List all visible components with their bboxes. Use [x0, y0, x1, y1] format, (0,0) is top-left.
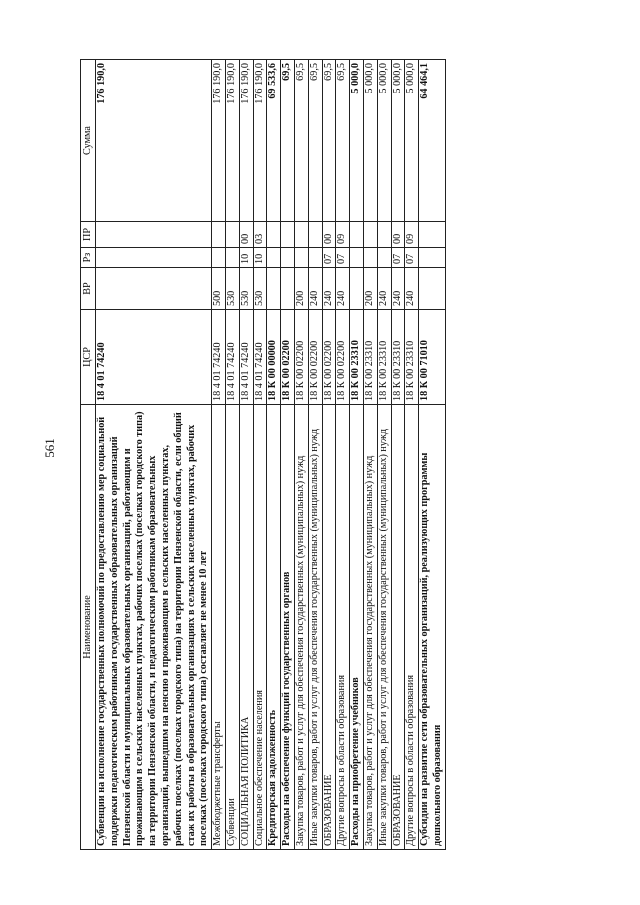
cell-sum: 5 000,0	[363, 60, 377, 222]
cell-csr: 18 К 00 23310	[350, 310, 364, 405]
header-sum: Сумма	[81, 60, 96, 222]
cell-csr: 18 К 00 02200	[308, 310, 322, 405]
budget-table	[80, 59, 446, 850]
cell-sum: 69,5	[308, 60, 322, 222]
cell-rz	[225, 248, 239, 268]
cell-pr	[281, 222, 295, 248]
table-row	[377, 60, 391, 850]
cell-csr: 18 4 01 74240	[225, 310, 239, 405]
cell-vr: 530	[253, 268, 267, 310]
cell-vr: 240	[308, 268, 322, 310]
table-body	[96, 60, 446, 850]
cell-sum: 69,5	[322, 60, 336, 222]
cell-csr: 18 4 01 74240	[239, 310, 253, 405]
cell-name: ОБРАЗОВАНИЕ	[391, 405, 405, 850]
cell-rz: 07	[391, 248, 405, 268]
cell-rz	[308, 248, 322, 268]
cell-rz	[419, 248, 446, 268]
cell-vr: 240	[377, 268, 391, 310]
cell-pr: 00	[239, 222, 253, 248]
cell-vr: 240	[405, 268, 419, 310]
cell-sum: 5 000,0	[377, 60, 391, 222]
cell-vr: 500	[212, 268, 226, 310]
cell-vr: 530	[225, 268, 239, 310]
cell-pr: 09	[336, 222, 350, 248]
page-number: 561	[41, 438, 57, 458]
header-rz: Рз	[81, 248, 96, 268]
cell-csr: 18 К 00 23310	[377, 310, 391, 405]
cell-name: Другие вопросы в области образования	[405, 405, 419, 850]
cell-sum: 5 000,0	[391, 60, 405, 222]
header-csr: ЦСР	[81, 310, 96, 405]
cell-pr	[377, 222, 391, 248]
cell-rz	[377, 248, 391, 268]
cell-sum: 176 190,0	[225, 60, 239, 222]
table-row	[308, 60, 322, 850]
cell-csr: 18 4 01 74240	[96, 310, 212, 405]
cell-csr: 18 4 01 74240	[212, 310, 226, 405]
cell-sum: 5 000,0	[405, 60, 419, 222]
cell-name: Иные закупки товаров, работ и услуг для обеспечения государственных (муниципальных) нужд	[377, 405, 391, 850]
cell-pr: 00	[391, 222, 405, 248]
cell-pr	[225, 222, 239, 248]
cell-sum: 176 190,0	[212, 60, 226, 222]
cell-vr: 240	[336, 268, 350, 310]
cell-rz	[294, 248, 308, 268]
cell-rz: 10	[239, 248, 253, 268]
cell-name: Расходы на приобретение учебников	[350, 405, 364, 850]
table-row	[281, 60, 295, 850]
cell-pr: 03	[253, 222, 267, 248]
cell-name: Закупка товаров, работ и услуг для обеспечения государственных (муниципальных) нужд	[363, 405, 377, 850]
cell-rz: 07	[322, 248, 336, 268]
cell-vr	[267, 268, 281, 310]
cell-pr	[96, 222, 212, 248]
cell-name: Кредиторская задолженность	[267, 405, 281, 850]
cell-name: Закупка товаров, работ и услуг для обеспечения государственных (муниципальных) нужд	[294, 405, 308, 850]
cell-name: Межбюджетные трансферты	[212, 405, 226, 850]
cell-csr: 18 К 00 23310	[363, 310, 377, 405]
table-row	[391, 60, 405, 850]
rotated-table-container	[80, 60, 615, 850]
cell-csr: 18 4 01 74240	[253, 310, 267, 405]
table-row	[350, 60, 364, 850]
cell-name: Субвенции	[225, 405, 239, 850]
cell-rz: 07	[405, 248, 419, 268]
table-row	[225, 60, 239, 850]
cell-pr	[350, 222, 364, 248]
cell-name: СОЦИАЛЬНАЯ ПОЛИТИКА	[239, 405, 253, 850]
header-pr: ПР	[81, 222, 96, 248]
cell-rz	[350, 248, 364, 268]
cell-sum: 64 464,1	[419, 60, 446, 222]
cell-name: Субсидии на развитие сети образовательных организаций, реализующих программы дошкольного образования	[419, 405, 446, 850]
cell-vr: 200	[294, 268, 308, 310]
cell-name: Социальное обеспечение населения	[253, 405, 267, 850]
cell-pr	[212, 222, 226, 248]
cell-vr	[96, 268, 212, 310]
table-row	[212, 60, 226, 850]
cell-csr: 18 К 00 23310	[405, 310, 419, 405]
table-row	[96, 60, 212, 850]
table-row	[294, 60, 308, 850]
cell-vr	[419, 268, 446, 310]
cell-rz	[267, 248, 281, 268]
cell-csr: 18 К 00 02200	[294, 310, 308, 405]
cell-pr	[363, 222, 377, 248]
cell-rz	[281, 248, 295, 268]
header-row	[81, 60, 96, 850]
header-name: Наименование	[81, 405, 96, 850]
cell-sum: 69,5	[281, 60, 295, 222]
cell-vr: 240	[322, 268, 336, 310]
cell-sum: 176 190,0	[96, 60, 212, 222]
cell-sum: 5 000,0	[350, 60, 364, 222]
cell-vr: 200	[363, 268, 377, 310]
cell-csr: 18 К 00 71010	[419, 310, 446, 405]
cell-sum: 176 190,0	[239, 60, 253, 222]
cell-vr	[350, 268, 364, 310]
cell-name: Иные закупки товаров, работ и услуг для обеспечения государственных (муниципальных) нужд	[308, 405, 322, 850]
cell-pr: 00	[322, 222, 336, 248]
cell-rz	[363, 248, 377, 268]
cell-name: Субвенции на исполнение государственных полномочий по предоставлению мер социальной поддержки педагогическим работникам государственных образовательных организаций Пензенской области и муниципальных образовательных организаций, работающим и проживающим в сельских населенных пунктах, рабочих поселках (поселках городского типа) на территории Пензенской области, и педагогическим работникам образовательных организаций, вышедшим на пенсию и проживающим в сельских населенных пунктах, рабочих поселках (поселках городского типа) на территории Пензенской области, если общий стаж их работы в образовательных организациях в сельских населенных пунктах, рабочих поселках (поселках городского типа) составляет не менее 10 лет	[96, 405, 212, 850]
cell-vr: 530	[239, 268, 253, 310]
table-row	[363, 60, 377, 850]
table-row	[322, 60, 336, 850]
header-vr: ВР	[81, 268, 96, 310]
cell-csr: 18 К 00 02200	[322, 310, 336, 405]
table-row	[336, 60, 350, 850]
cell-csr: 18 К 00 00000	[267, 310, 281, 405]
cell-rz: 10	[253, 248, 267, 268]
cell-rz: 07	[336, 248, 350, 268]
cell-pr: 09	[405, 222, 419, 248]
cell-csr: 18 К 00 02200	[281, 310, 295, 405]
cell-name: ОБРАЗОВАНИЕ	[322, 405, 336, 850]
cell-csr: 18 К 00 02200	[336, 310, 350, 405]
table-row	[239, 60, 253, 850]
cell-rz	[96, 248, 212, 268]
cell-name: Расходы на обеспечение функций государственных органов	[281, 405, 295, 850]
cell-vr: 240	[391, 268, 405, 310]
cell-sum: 69 533,6	[267, 60, 281, 222]
cell-pr	[294, 222, 308, 248]
cell-pr	[267, 222, 281, 248]
table-row	[267, 60, 281, 850]
cell-pr	[308, 222, 322, 248]
cell-rz	[212, 248, 226, 268]
cell-csr: 18 К 00 23310	[391, 310, 405, 405]
table-row	[419, 60, 446, 850]
cell-sum: 69,5	[294, 60, 308, 222]
cell-name: Другие вопросы в области образования	[336, 405, 350, 850]
table-row	[253, 60, 267, 850]
cell-pr	[419, 222, 446, 248]
cell-sum: 69,5	[336, 60, 350, 222]
table-row	[405, 60, 419, 850]
cell-vr	[281, 268, 295, 310]
cell-sum: 176 190,0	[253, 60, 267, 222]
